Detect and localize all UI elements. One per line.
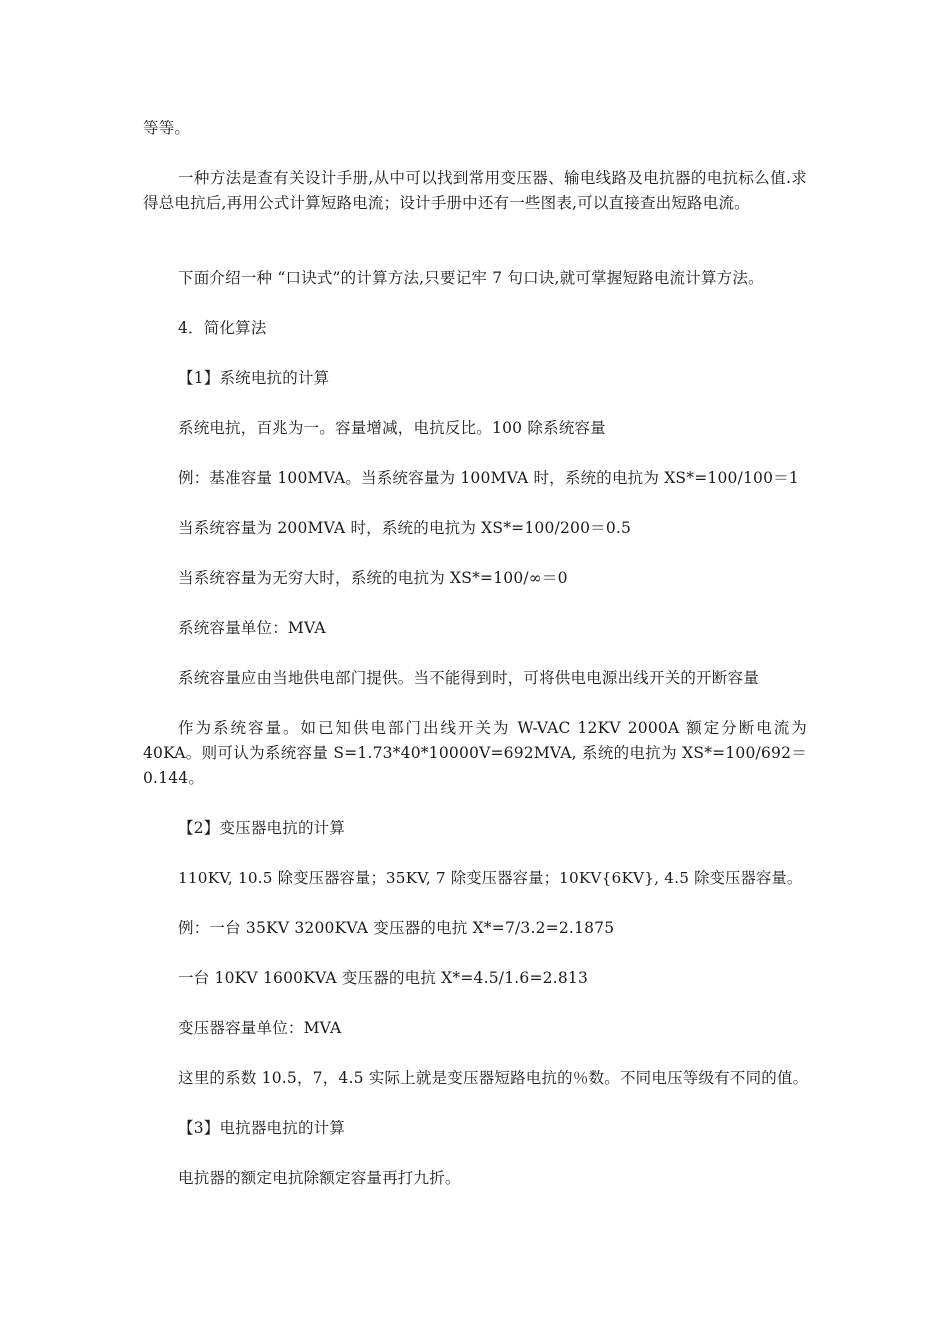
paragraph-system-source: 系统容量应由当地供电部门提供。当不能得到时，可将供电电源出线开关的开断容量 bbox=[178, 669, 759, 687]
paragraph-continuation: 等等。 bbox=[143, 119, 191, 137]
paragraph-transformer-unit: 变压器容量单位：MVA bbox=[178, 1019, 342, 1037]
paragraph-transformer-mnemonic: 110KV, 10.5 除变压器容量；35KV, 7 除变压器容量；10KV{6KV}, 4.5 除变压器容量。 bbox=[178, 869, 803, 887]
paragraph-transformer-example-35kv: 例：一台 35KV 3200KVA 变压器的电抗 X*=7/3.2=2.1875 bbox=[178, 919, 615, 937]
subheading-transformer-reactance: 【2】变压器电抗的计算 bbox=[178, 819, 346, 837]
paragraph-system-mnemonic: 系统电抗，百兆为一。容量增减，电抗反比。100 除系统容量 bbox=[178, 419, 606, 437]
section-heading-simplified: 4．简化算法 bbox=[178, 319, 267, 337]
paragraph-transformer-coefficients: 这里的系数 10.5，7，4.5 实际上就是变压器短路电抗的％数。不同电压等级有不同的值。 bbox=[178, 1069, 809, 1087]
paragraph-mnemonic-intro: 下面介绍一种 “口诀式”的计算方法,只要记牢 7 句口诀,就可掌握短路电流计算方法。 bbox=[178, 269, 764, 287]
paragraph-system-example-40ka: 作为系统容量。如已知供电部门出线开关为 W-VAC 12KV 2000A 额定分断电流为 40KA。则可认为系统容量 S=1.73*40*10000V=692MVA, 系统的电抗为 XS*=100/692＝0.144。 bbox=[143, 719, 807, 787]
paragraph-reactor-rule: 电抗器的额定电抗除额定容量再打九折。 bbox=[178, 1169, 461, 1187]
paragraph-example-infinite: 当系统容量为无穷大时，系统的电抗为 XS*=100/∞＝0 bbox=[178, 569, 568, 587]
paragraph-example-200mva: 当系统容量为 200MVA 时，系统的电抗为 XS*=100/200＝0.5 bbox=[178, 519, 632, 537]
subheading-system-reactance: 【1】系统电抗的计算 bbox=[178, 369, 330, 387]
paragraph-method-manual: 一种方法是查有关设计手册,从中可以找到常用变压器、输电线路及电抗器的电抗标么值.求得总电抗后,再用公式计算短路电流；设计手册中还有一些图表,可以直接查出短路电流。 bbox=[143, 169, 807, 212]
paragraph-example-100mva: 例：基准容量 100MVA。当系统容量为 100MVA 时，系统的电抗为 XS*=100/100＝1 bbox=[178, 469, 799, 487]
paragraph-transformer-example-10kv: 一台 10KV 1600KVA 变压器的电抗 X*=4.5/1.6=2.813 bbox=[178, 969, 589, 987]
subheading-reactor-reactance: 【3】电抗器电抗的计算 bbox=[178, 1119, 346, 1137]
paragraph-system-unit: 系统容量单位：MVA bbox=[178, 619, 326, 637]
